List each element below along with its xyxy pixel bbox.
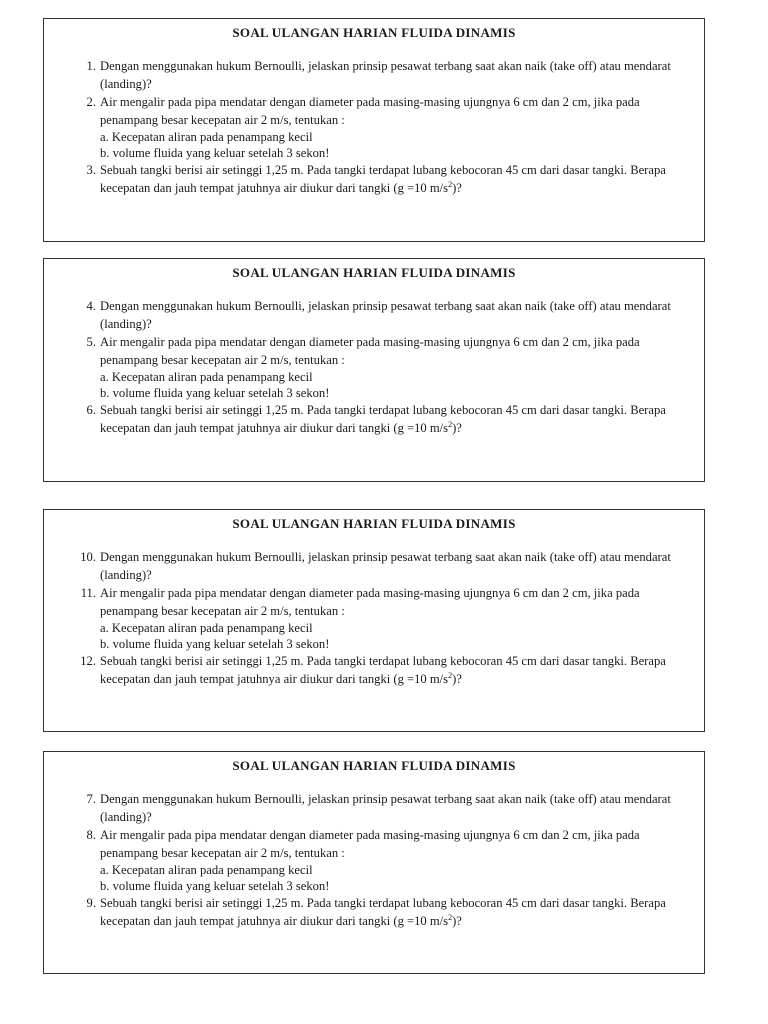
question-item [74, 584, 694, 652]
question-number: 10. [80, 550, 96, 564]
superscript: 2 [448, 419, 453, 429]
question-number: 7. [86, 792, 96, 806]
question-number: 3. [86, 163, 96, 177]
sub-question-b: b. volume fluida yang keluar setelah 3 sekon! [100, 879, 330, 893]
question-list [74, 790, 694, 930]
sub-question-a: a. Kecepatan aliran pada penampang kecil [100, 621, 313, 635]
question-text: Dengan menggunakan hukum Bernoulli, jelaskan prinsip pesawat terbang saat akan naik (take off) atau mendarat (landing)? [100, 59, 671, 91]
sub-question-b: b. volume fluida yang keluar setelah 3 sekon! [100, 637, 330, 651]
sub-question-b: b. volume fluida yang keluar setelah 3 sekon! [100, 146, 330, 160]
exam-card-4 [43, 751, 705, 974]
question-text: Air mengalir pada pipa mendatar dengan diameter pada masing-masing ujungnya 6 cm dan 2 cm, jika pada penampang besar kecepatan air 2 m/s, tentukan : [100, 586, 640, 618]
question-text: Air mengalir pada pipa mendatar dengan diameter pada masing-masing ujungnya 6 cm dan 2 cm, jika pada penampang besar kecepatan air 2 m/s, tentukan : [100, 335, 640, 367]
question-number: 5. [86, 335, 96, 349]
question-item [74, 652, 694, 688]
exam-card-1 [43, 18, 705, 242]
superscript: 2 [448, 670, 453, 680]
question-text: Sebuah tangki berisi air setinggi 1,25 m. Pada tangki terdapat lubang kebocoran 45 cm dari dasar tangki. Berapa kecepatan dan jauh tempat jatuhnya air diukur dari tangki (g =10 m/s [100, 403, 666, 435]
question-text-end: )? [452, 421, 462, 435]
question-text: Dengan menggunakan hukum Bernoulli, jelaskan prinsip pesawat terbang saat akan naik (take off) atau mendarat (landing)? [100, 792, 671, 824]
question-number: 11. [80, 586, 96, 600]
question-text-wrapper [100, 652, 694, 688]
question-number: 12. [80, 654, 96, 668]
exam-title: SOAL ULANGAN HARIAN FLUIDA DINAMIS [232, 516, 516, 531]
question-item [74, 790, 694, 826]
question-text: Dengan menggunakan hukum Bernoulli, jelaskan prinsip pesawat terbang saat akan naik (take off) atau mendarat (landing)? [100, 299, 671, 331]
question-number: 6. [86, 403, 96, 417]
sub-question-a: a. Kecepatan aliran pada penampang kecil [100, 863, 313, 877]
question-item [74, 333, 694, 401]
question-item [74, 548, 694, 584]
question-text-end: )? [452, 181, 462, 195]
question-number: 1. [86, 59, 96, 73]
exam-title: SOAL ULANGAN HARIAN FLUIDA DINAMIS [232, 758, 516, 773]
question-text: Air mengalir pada pipa mendatar dengan diameter pada masing-masing ujungnya 6 cm dan 2 cm, jika pada penampang besar kecepatan air 2 m/s, tentukan : [100, 828, 640, 860]
question-text: Dengan menggunakan hukum Bernoulli, jelaskan prinsip pesawat terbang saat akan naik (take off) atau mendarat (landing)? [100, 550, 671, 582]
question-text-end: )? [452, 914, 462, 928]
question-item [74, 161, 694, 197]
exam-title: SOAL ULANGAN HARIAN FLUIDA DINAMIS [232, 265, 516, 280]
question-number: 9. [86, 896, 96, 910]
question-list [74, 297, 694, 437]
question-text: Air mengalir pada pipa mendatar dengan diameter pada masing-masing ujungnya 6 cm dan 2 cm, jika pada penampang besar kecepatan air 2 m/s, tentukan : [100, 95, 640, 127]
question-text-wrapper [100, 401, 694, 437]
sub-question-a: a. Kecepatan aliran pada penampang kecil [100, 130, 313, 144]
sub-question-a: a. Kecepatan aliran pada penampang kecil [100, 370, 313, 384]
exam-title: SOAL ULANGAN HARIAN FLUIDA DINAMIS [232, 25, 516, 40]
question-number: 8. [86, 828, 96, 842]
question-list [74, 548, 694, 688]
question-item [74, 57, 694, 93]
sub-question-b: b. volume fluida yang keluar setelah 3 sekon! [100, 386, 330, 400]
question-item [74, 826, 694, 894]
exam-card-3 [43, 509, 705, 732]
question-text: Sebuah tangki berisi air setinggi 1,25 m. Pada tangki terdapat lubang kebocoran 45 cm dari dasar tangki. Berapa kecepatan dan jauh tempat jatuhnya air diukur dari tangki (g =10 m/s [100, 163, 666, 195]
question-text: Sebuah tangki berisi air setinggi 1,25 m. Pada tangki terdapat lubang kebocoran 45 cm dari dasar tangki. Berapa kecepatan dan jauh tempat jatuhnya air diukur dari tangki (g =10 m/s [100, 896, 666, 928]
exam-card-2 [43, 258, 705, 482]
question-item [74, 93, 694, 161]
question-text-wrapper [100, 161, 694, 197]
question-text-end: )? [452, 672, 462, 686]
question-number: 2. [86, 95, 96, 109]
question-list [74, 57, 694, 197]
question-text-wrapper [100, 894, 694, 930]
superscript: 2 [448, 912, 453, 922]
question-item [74, 297, 694, 333]
question-item [74, 401, 694, 437]
question-item [74, 894, 694, 930]
superscript: 2 [448, 179, 453, 189]
question-text: Sebuah tangki berisi air setinggi 1,25 m. Pada tangki terdapat lubang kebocoran 45 cm dari dasar tangki. Berapa kecepatan dan jauh tempat jatuhnya air diukur dari tangki (g =10 m/s [100, 654, 666, 686]
question-number: 4. [86, 299, 96, 313]
